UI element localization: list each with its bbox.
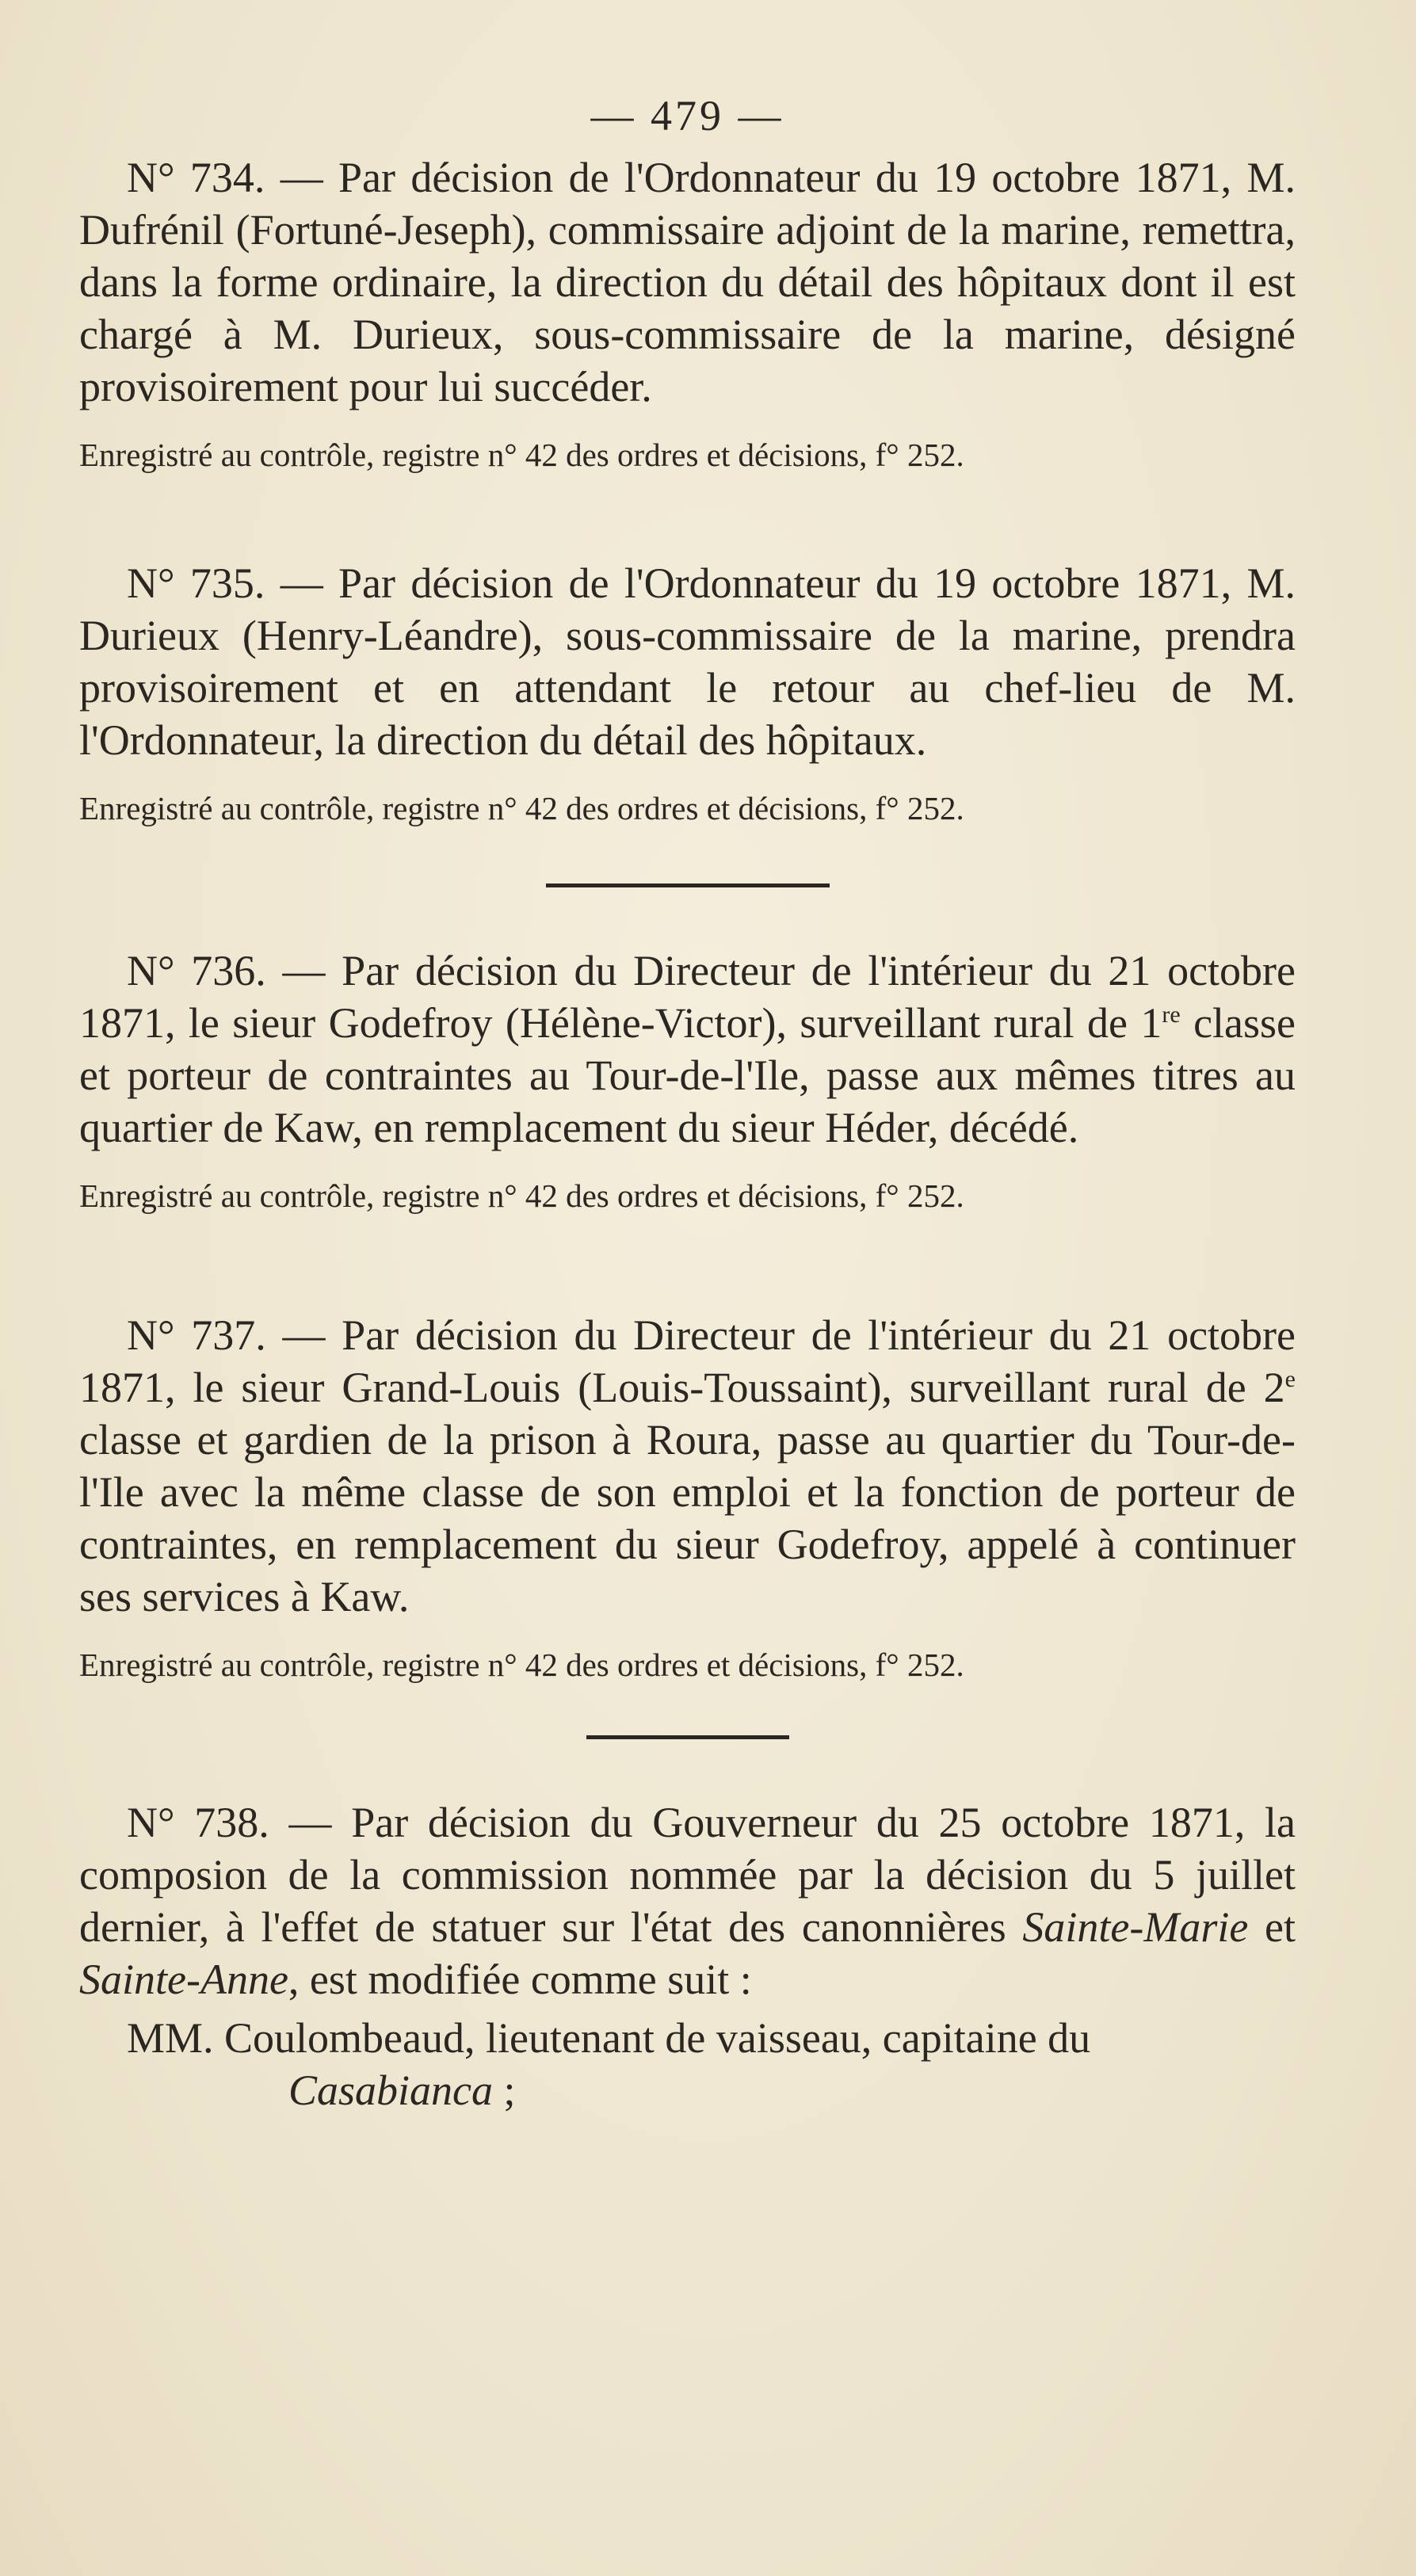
entry-734-text [79,151,1296,413]
section-divider [546,883,830,887]
entry-735 [79,557,1296,828]
entry-737 [79,1309,1296,1685]
entry-734-body: — Par décision de l'Ordonnateur du 19 octobre 1871, M. Dufrénil (Fortuné-Jeseph), commissaire adjoint de la marine, remettra, dans la forme ordinaire, la direction du détail des hôpitaux dont il est chargé à M. Durieux, sous-commissaire de la marine, désigné provisoirement pour lui succéder. [79,154,1296,410]
entry-737-registration: Enregistré au contrôle, registre n° 42 des ordres et décisions, f° 252. [79,1647,964,1683]
entry-738-body-b: et [1248,1903,1296,1951]
entry-737-superscript: e [1284,1366,1296,1392]
entry-735-registration: Enregistré au contrôle, registre n° 42 des ordres et décisions, f° 252. [79,790,964,826]
entry-737-body-b: classe et gardien de la prison à Roura, passe au quartier du Tour-de-l'Ile avec la même classe de son emploi et la fonction de porteur de contraintes, en remplacement du sieur Godefroy, appelé à continuer ses services à Kaw. [79,1416,1296,1620]
entry-736 [79,945,1296,1215]
section-divider [586,1735,789,1739]
entry-738-body-c: , est modifiée comme suit : [288,1956,752,2003]
entry-738-body-a: — Par décision du Gouverneur du 25 octobre 1871, la composion de la commission nommée par la décision du 5 juillet dernier, à l'effet de statuer sur l'état des canonnières [79,1799,1296,1951]
entry-734-registration: Enregistré au contrôle, registre n° 42 des ordres et décisions, f° 252. [79,437,964,473]
entry-737-text [79,1309,1296,1623]
entry-738-number: N° 738. [127,1799,269,1846]
entry-735-body: — Par décision de l'Ordonnateur du 19 octobre 1871, M. Durieux (Henry-Léandre), sous-commissaire de la marine, prendra provisoirement et en attendant le retour au chef-lieu de M. l'Ordonnateur, la direction du détail des hôpitaux. [79,559,1296,764]
entry-737-number: N° 737. [127,1311,266,1359]
entry-738-list-text-b: ; [493,2067,516,2114]
entry-738-list-item [79,2012,1296,2116]
entry-735-number: N° 735. [127,559,265,607]
entry-736-number: N° 736. [127,947,266,994]
document-page [79,91,1296,2116]
entry-738-ship-name-2: Sainte-Anne [79,1956,288,2003]
entry-736-superscript: re [1162,1002,1181,1028]
entry-738-ship-name-1: Sainte-Marie [1022,1903,1249,1951]
entry-738-list-ship-name: Casabianca [288,2067,494,2114]
entry-736-registration: Enregistré au contrôle, registre n° 42 des ordres et décisions, f° 252. [79,1177,964,1214]
entry-738 [79,1796,1296,2116]
entry-738-list-text-a: MM. Coulombeaud, lieutenant de vaisseau, capitaine du [127,2014,1091,2062]
entry-736-body-b: classe et porteur de contraintes au Tour-de-l'Ile, passe aux mêmes titres au quartier de Kaw, en remplacement du sieur Héder, décédé. [79,999,1296,1151]
entry-736-text [79,945,1296,1154]
entry-738-text [79,1796,1296,2005]
entry-736-body-a: — Par décision du Directeur de l'intérieur du 21 octobre 1871, le sieur Godefroy (Hélène-Victor), surveillant rural de 1 [79,947,1296,1047]
entry-737-body-a: — Par décision du Directeur de l'intérieur du 21 octobre 1871, le sieur Grand-Louis (Louis-Toussaint), surveillant rural de 2 [79,1311,1296,1411]
entry-735-text [79,557,1296,766]
entry-734-number: N° 734. [127,154,265,201]
page-number: — 479 — [590,92,784,139]
entry-734 [79,151,1296,475]
